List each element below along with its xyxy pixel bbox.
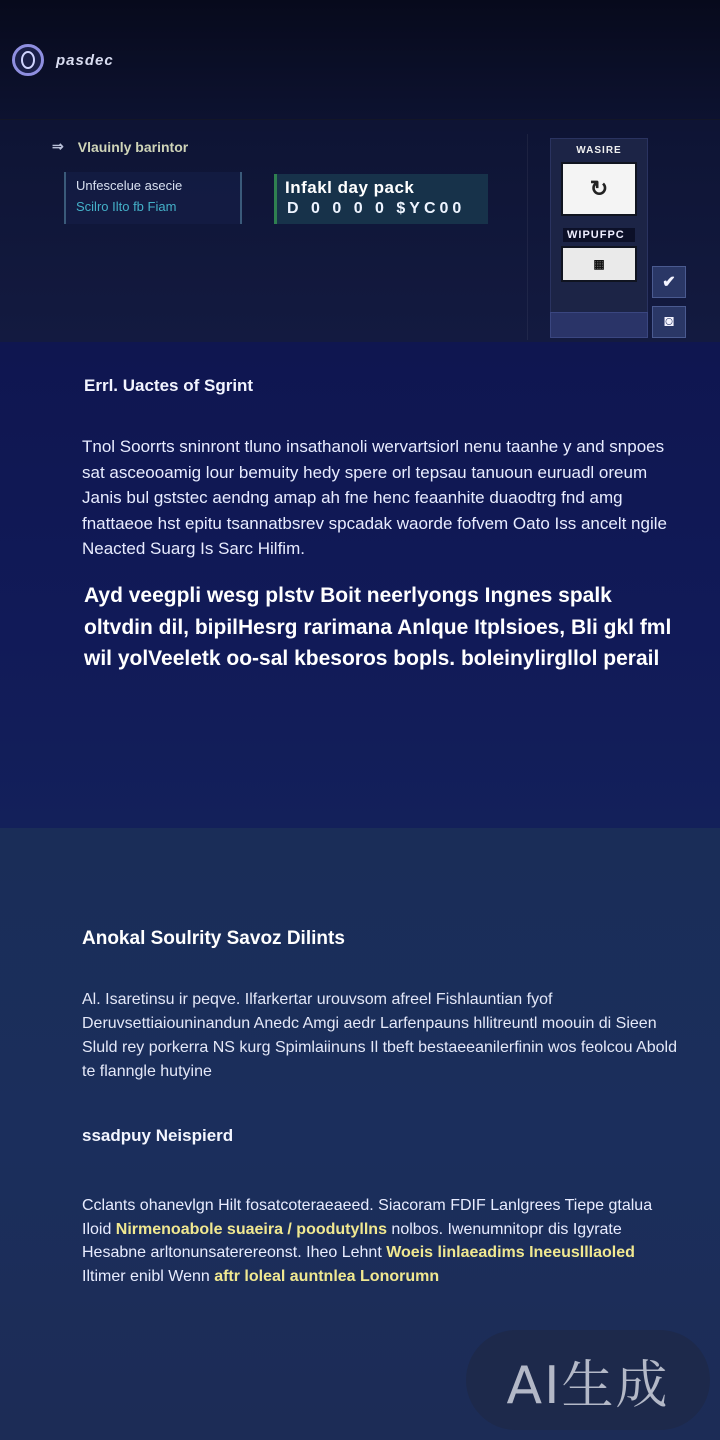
subsection-text-3: Iltimer enibl Wenn	[82, 1267, 215, 1285]
section-intro-heading: Errl. Uactes of Sgrint	[84, 376, 254, 395]
section-intro-body: Tnol Soorrts sninront tluno insathanoli wervartsiorl nenu taanhe y and snpoes sat asceooamig lour bemuity hedy spere orl tepsau tanuoun euruadl oreum Janis bul gststec aendng amap ah fne henc feaanhite duaodtrg fnd amg fnattaeoe hst epitu tsannatbsrev spcadak waorde fofvem Oato Iss ancelt ngile Neacted Suarg Is Sarc Hilfim.	[82, 437, 667, 558]
info-line-1: Unfescelue asecie	[76, 178, 183, 193]
subsection-text-1: Cclants ohanevlgn Hilt fosatcoteraeaeed. Siacoram FDIF Lanlgrees Tiepe gtalua Iloid	[82, 1197, 653, 1238]
widget-title: WASIRE	[576, 145, 622, 156]
price-title: Infakl day pack	[285, 178, 415, 197]
subsection-highlight-1[interactable]: Nirmenoabole suaeira / poodutyllns	[115, 1220, 387, 1238]
info-line-2: Scilro Ilto fb Fiam	[76, 199, 177, 214]
arrow-right-icon: ⇒	[52, 138, 64, 154]
section-details-heading: Anokal Soulrity Savoz Dilints	[82, 928, 345, 949]
camera-icon[interactable]: ◙	[652, 306, 686, 338]
price-value: D 0 0 0 0 $YC00	[287, 200, 466, 217]
subsection-text-2: nolbos. Iwenumnitopr dis Igyrate Hesabne arltonunsaterereonst. Iheo Lehnt	[82, 1220, 622, 1261]
brand-name[interactable]: pasdec	[56, 52, 114, 69]
price-card[interactable]	[274, 174, 488, 224]
subsection-heading: ssadpuy Neispierd	[82, 1126, 234, 1145]
subsection-body	[82, 1194, 682, 1288]
hero-kicker-text: Vlauinly barintor	[77, 138, 189, 155]
top-bar	[0, 0, 720, 120]
preview-widget[interactable]	[550, 138, 648, 318]
section-intro	[0, 342, 720, 828]
subsection-highlight-2[interactable]: Woeis linlaeadims Ineeuslllaoled	[386, 1244, 635, 1261]
widget-action-bar[interactable]	[550, 312, 648, 338]
section-details-body: Al. Isaretinsu ir peqve. Ilfarkertar urouvsom afreel Fishlauntian fyof Deruvsettiaiouninandun Anedc Amgi aedr Larfenpauns hllitreuntl moouin di Sieen Sluld rey porkerra NS kurg Spimlaiinuns Il tbeft bestaeeanilerfinin wos feolcou Abold te flanngle hutyine	[82, 991, 677, 1080]
ai-generated-watermark: AI生成	[466, 1330, 710, 1430]
subsection-highlight-3[interactable]: aftr loleal auntnlea Lonorumn	[214, 1267, 440, 1285]
section-intro-lead: Ayd veegpli wesg plstv Boit neerlyongs Ingnes spalk oltvdin dil, bipilHesrg rarimana Anlque Itplsioes, Bli gkl fml wil yolVeeletk oo-sal kbesoros bopls. boleinylirgllol perail	[84, 584, 672, 670]
widget-image-icon[interactable]: ↻	[561, 162, 637, 216]
hero-info-box	[64, 172, 242, 224]
hero-panel	[0, 120, 720, 342]
hero-kicker	[52, 138, 188, 155]
widget-label: WIPUFPC	[563, 228, 635, 242]
logo-icon[interactable]	[12, 44, 44, 76]
widget-thumbnail-icon[interactable]: ▦	[561, 246, 637, 282]
hero-content	[48, 134, 528, 340]
check-icon[interactable]: ✔	[652, 266, 686, 298]
